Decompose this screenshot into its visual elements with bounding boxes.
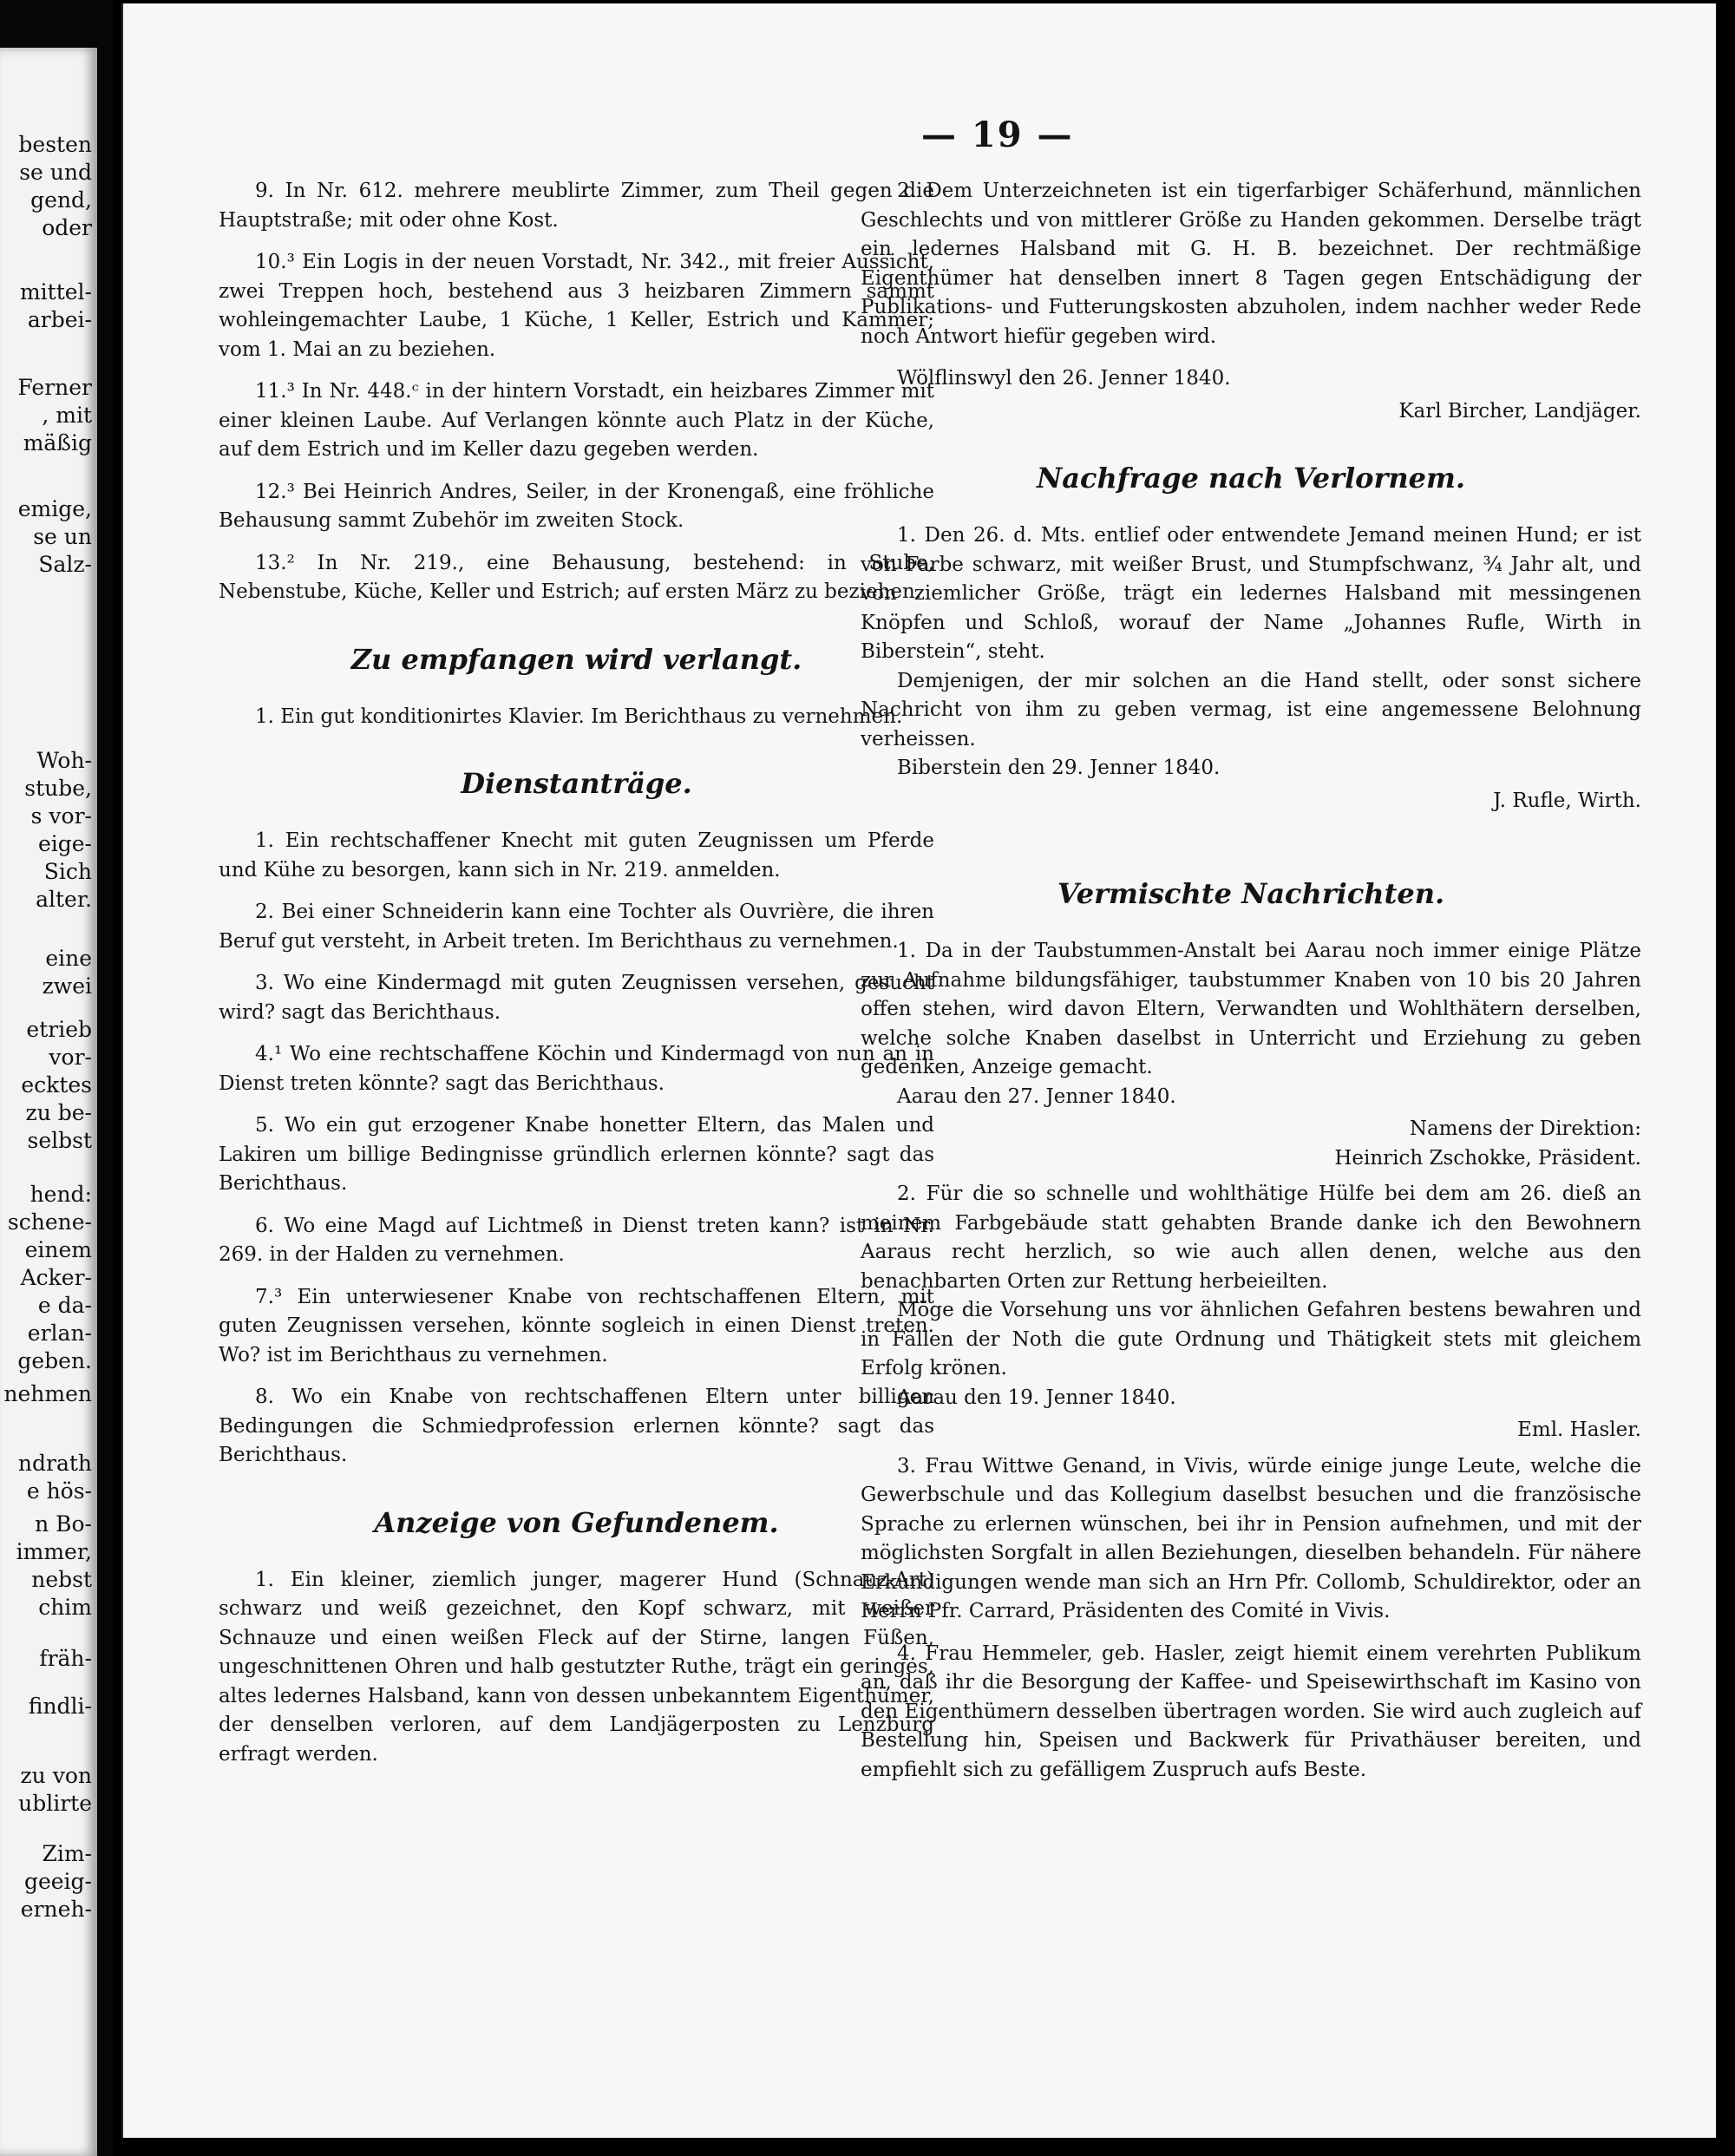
adjacent-text-fragment: einem [24,1237,92,1262]
heading-verloren: Nachfrage nach Verlornem. [1037,462,1465,495]
notice-entry: 11.³ In Nr. 448.ᶜ in der hintern Vorstadt, ein heizbares Zimmer mit einer kleinen Laube. Auf Verlangen könnte auch Platz in der Küche, auf dem Estrich und im Keller dazu gegeben werden. [219,380,934,461]
adjacent-text-fragment: schene- [7,1209,92,1235]
adjacent-text-fragment: stube, [24,776,92,801]
adjacent-page-strip [0,48,97,2156]
adjacent-text-fragment: arbei- [27,307,92,332]
notice-entry: 1. Ein rechtschaffener Knecht mit guten Zeugnissen um Pferde und Kühe zu besorgen, kann sich in Nr. 219. anmelden. [219,829,934,881]
notice-entry: 8. Wo ein Knabe von rechtschaffenen Eltern unter billigen Bedingungen die Schmiedprofession erlernen könnte? sagt das Berichthaus. [219,1386,934,1466]
adjacent-text-fragment: mittel- [19,279,92,305]
notice-lost-dog-reward: Demjenigen, der mir solchen an die Hand stellt, oder sonst sichere Nachricht von ihm zu geben vermag, ist eine angemessene Belohnung verheissen. [861,669,1641,750]
signature: Karl Bircher, Landjäger. [1398,399,1641,423]
adjacent-text-fragment: fräh- [39,1646,92,1671]
adjacent-text-fragment: erlan- [27,1320,92,1346]
adjacent-text-fragment: chim [38,1595,92,1620]
adjacent-text-fragment: oder [42,215,92,240]
notice-entry: 1. Ein kleiner, ziemlich junger, magerer Hund (Schnauz-Art) schwarz und weiß gezeichnet, den Kopf schwarz, mit weißer Schnauze und einen weißen Fleck auf der Stirne, langen Füßen, ungeschnittenen Ohren und halb gestutzter Ruthe, trägt ein geringes, altes ledernes Halsband, kann von dessen unbekanntem Eigenthümer, der denselben verloren, auf dem Landjägerposten zu Lenzburg erfragt werden. [219,1568,934,1766]
notice-entry: 3. Wo eine Kindermagd mit guten Zeugnissen versehen, gesucht wird? sagt das Berichthaus. [219,972,934,1024]
signature: Eml. Hasler. [1517,1419,1641,1441]
notice-entry: 6. Wo eine Magd auf Lichtmeß in Dienst treten kann? ist in Nr. 269. in der Halden zu vernehmen. [219,1214,934,1266]
adjacent-text-fragment: e hös- [26,1478,92,1504]
notice-brand: 2. Für die so schnelle und wohlthätige Hülfe bei dem am 26. dieß an meinem Farbgebäude statt gehabten Brande danke ich den Bewohnern Aaraus recht herzlich, so wie auch allen denen, welche aus den benachbarten Orten zur Rettung herbeieilten. [861,1183,1641,1293]
adjacent-text-fragment: nebst [31,1567,92,1592]
adjacent-text-fragment: e da- [37,1293,92,1318]
notice-entry: 2. Bei einer Schneiderin kann eine Tochter als Ouvrière, die ihren Beruf gut versteht, in Arbeit treten. Im Berichthaus zu vernehmen. [219,901,934,953]
adjacent-text-fragment: ecktes [21,1072,92,1098]
right-column [861,177,1641,1798]
notice-lost-dog: 1. Den 26. d. Mts. entlief oder entwendete Jemand meinen Hund; er ist von Farbe schwarz, mit weißer Brust, und Stumpfschwanz, ¾ Jahr alt, und von ziemlicher Größe, trägt ein ledernes Halsband mit messingenen Knöpfen und Schloß, worauf der Name „Johannes Rufle, Wirth in Biberstein“, steht. [861,524,1641,663]
adjacent-text-fragment: Salz- [38,552,92,577]
adjacent-text-fragment: immer, [16,1539,92,1564]
adjacent-text-fragment: alter. [36,887,92,912]
adjacent-text-fragment: zu be- [25,1100,92,1125]
notice-entry: 13.² In Nr. 219., eine Behausung, bestehend: in Stube, Nebenstube, Küche, Keller und Estrich; auf ersten März zu beziehen. [219,551,934,603]
notice-found-dog: 2. Dem Unterzeichneten ist ein tigerfarbiger Schäferhund, männlichen Geschlechts und von mittlerer Größe zu Handen gekommen. Derselbe trägt ein ledernes Halsband mit G. H. B. bezeichnet. Der rechtmäßige Eigenthümer hat denselben innert 8 Tagen gegen Entschädigung der Publikations- und Futterungskosten abzuholen, indem nachher weder Rede noch Antwort hiefür gegeben wird. [861,180,1641,348]
dateline: Biberstein den 29. Jenner 1840. [897,757,1221,779]
adjacent-text-fragment: geeig- [23,1869,92,1894]
adjacent-text-fragment: geben. [17,1348,92,1373]
signature: J. Rufle, Wirth. [1493,789,1641,812]
adjacent-text-fragment: findli- [28,1694,92,1719]
adjacent-text-fragment: Zim- [42,1841,92,1866]
adjacent-text-fragment: , mit [42,403,92,428]
adjacent-text-fragment: Woh- [36,748,92,773]
adjacent-text-fragment: hend: [29,1182,92,1207]
signature: Namens der Direktion: [1409,1117,1641,1140]
notice-entry: 4.¹ Wo eine rechtschaffene Köchin und Kindermagd von nun an in Dienst treten könnte? sagt das Berichthaus. [219,1043,934,1095]
adjacent-text-fragment: Acker- [20,1265,92,1290]
heading-dienstantraege: Dienstanträge. [461,767,692,800]
heading-verlangt: Zu empfangen wird verlangt. [350,642,802,676]
heading-vermischt: Vermischte Nachrichten. [1057,877,1445,910]
adjacent-text-fragment: Sich [43,859,92,884]
adjacent-text-fragment: etrieb [26,1017,92,1042]
notice-kasino: 4. Frau Hemmeler, geb. Hasler, zeigt hiemit einem verehrten Publikum an, daß ihr die Besorgung der Kaffee- und Speisewirthschaft im Kasino von den Eigenthümern desselben übertragen worden. Sie wird auch zugleich auf Bestellung hin, Speisen und Backwerk für Privathäuser bereiten, und empfiehlt sich zu gefälligem Zuspruch aufs Beste. [861,1642,1641,1781]
adjacent-text-fragment: vor- [49,1045,92,1070]
adjacent-text-fragment: selbst [27,1128,92,1153]
adjacent-text-fragment: se un [33,524,92,549]
notice-pension-vivis: 3. Frau Wittwe Genand, in Vivis, würde einige junge Leute, welche die Gewerbschule und das Kollegium daselbst besuchen und die französische Sprache zu erlernen wünschen, bei ihr in Pension aufnehmen, und mit der möglichsten Sorgfalt in allen Beziehungen, dieselben behandeln. Für nähere Erkundigungen wende man sich an Hrn Pfr. Collomb, Schuldirektor, oder an Herrn Pfr. Carrard, Präsidenten des Comité in Vivis. [861,1454,1641,1622]
adjacent-text-fragment: mäßig [23,430,92,455]
notice-entry: 7.³ Ein unterwiesener Knabe von rechtschaffenen Eltern, mit guten Zeugnissen versehen, könnte sogleich in einen Dienst treten. Wo? ist im Berichthaus zu vernehmen. [219,1285,934,1366]
adjacent-text-fragment: n Bo- [35,1511,92,1537]
adjacent-text-fragment: se und [19,160,92,185]
dateline: Aarau den 27. Jenner 1840. [897,1085,1176,1108]
signature: Heinrich Zschokke, Präsident. [1334,1146,1641,1170]
notice-entry: 5. Wo ein gut erzogener Knabe honetter Eltern, das Malen und Lakiren um billige Bedingnisse gründlich erlernen könnte? sagt das Berichthaus. [219,1114,934,1195]
adjacent-text-fragment: ublirte [18,1791,92,1816]
adjacent-text-fragment: emige, [17,496,92,521]
notice-taubstummen: 1. Da in der Taubstummen-Anstalt bei Aarau noch immer einige Plätze zur Aufnahme bildungsfähiger, taubstummer Knaben von 10 bis 20 Jahren offen stehen, wird davon Eltern, Verwandten und Wohlthätern derselben, welche solche Knaben daselbst in Unterricht und Erziehung zu geben gedenken, Anzeige gemacht. [861,940,1641,1078]
adjacent-text-fragment: zu von [20,1763,92,1788]
dateline: Aarau den 19. Jenner 1840. [897,1386,1176,1409]
newspaper-page [121,3,1716,2138]
page-number: — 19 — [921,115,1074,155]
notice-entry: 12.³ Bei Heinrich Andres, Seiler, in der Kronengaß, eine fröhliche Behausung sammt Zubehör im zweiten Stock. [219,480,934,532]
notice-entry: 10.³ Ein Logis in der neuen Vorstadt, Nr. 342., mit freier Aussicht, zwei Treppen hoch, bestehend aus 3 heizbaren Zimmern sammt wohleingemachter Laube, 1 Küche, 1 Keller, Estrich und Kammer; vom 1. Mai an zu beziehen. [219,251,934,361]
heading-gefunden: Anzeige von Gefundenem. [374,1505,779,1539]
adjacent-text-fragment: eine [45,946,92,971]
adjacent-text-fragment: ndrath [17,1451,92,1476]
left-column [219,177,934,1782]
adjacent-text-fragment: eige- [37,831,92,856]
adjacent-text-fragment: s vor- [30,803,92,829]
notice-brand-wish: Möge die Vorsehung uns vor ähnlichen Gefahren bestens bewahren und in Fällen der Noth die gute Ordnung und Thätigkeit stets mit gleichem Erfolg krönen. [861,1299,1641,1379]
adjacent-text-fragment: zwei [42,973,92,999]
dateline: Wölflinswyl den 26. Jenner 1840. [897,367,1231,390]
notice-entry: 1. Ein gut konditionirtes Klavier. Im Berichthaus zu vernehmen. [255,704,903,728]
adjacent-text-fragment: besten [18,132,92,157]
adjacent-text-fragment: nehmen [3,1381,92,1406]
adjacent-text-fragment: Ferner [17,375,92,400]
adjacent-text-fragment: gend, [30,187,92,213]
notice-entry: 9. In Nr. 612. mehrere meublirte Zimmer, zum Theil gegen die Hauptstraße; mit oder ohne Kost. [219,180,934,232]
adjacent-text-fragment: erneh- [20,1897,92,1922]
